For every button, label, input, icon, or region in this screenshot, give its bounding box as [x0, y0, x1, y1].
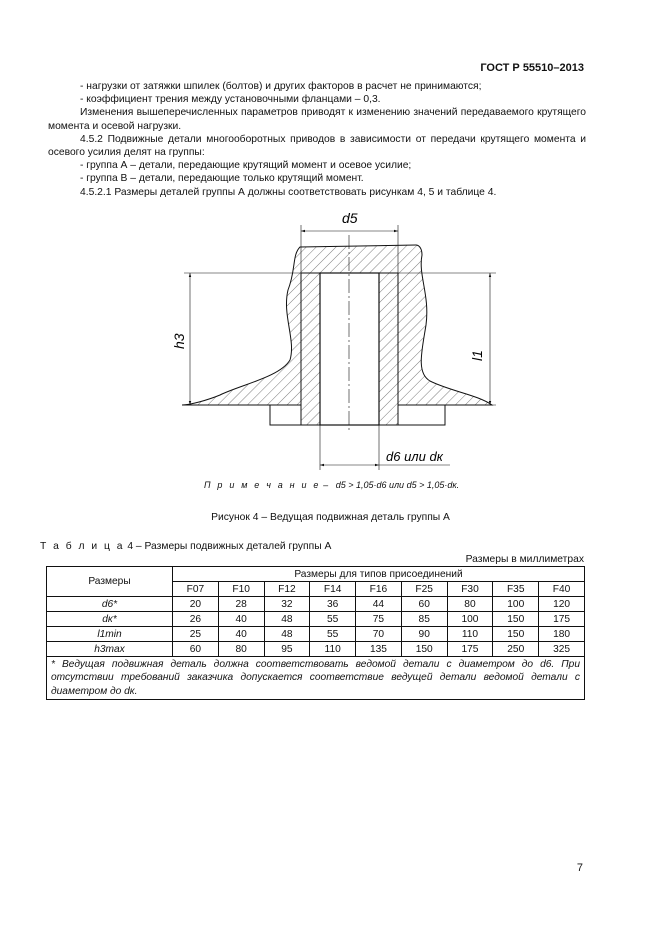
type-cell: F10 — [218, 582, 264, 597]
table-cell: 150 — [493, 627, 539, 642]
table-cell: 90 — [401, 627, 447, 642]
figure-caption: Рисунок 4 – Ведущая подвижная деталь группы А — [211, 512, 450, 523]
list-item-group-a: - группа А – детали, передающие крутящий момент и осевое усилие; — [80, 160, 412, 172]
dim-label-d6: d6 или dк — [386, 449, 443, 464]
table-cell: 175 — [539, 612, 585, 627]
table-row — [47, 642, 585, 657]
dim-label-l1: l1 — [469, 350, 485, 361]
table-row — [47, 612, 585, 627]
type-cell: F25 — [401, 582, 447, 597]
table-cell: 40 — [218, 627, 264, 642]
inner-bore — [320, 273, 379, 425]
table-cell: 48 — [264, 627, 310, 642]
row-label: l1min — [47, 627, 173, 642]
row-label: h3max — [47, 642, 173, 657]
dimensions-table — [46, 566, 585, 700]
paragraph-4-5-2-1: 4.5.2.1 Размеры деталей группы А должны соответствовать рисункам 4, 5 и таблице 4. — [80, 186, 497, 198]
document-code: ГОСТ Р 55510–2013 — [480, 62, 584, 74]
table-cell: 150 — [493, 612, 539, 627]
figure-note — [204, 480, 459, 490]
row-label: dк* — [47, 612, 173, 627]
table-cell: 100 — [493, 597, 539, 612]
table-cell: 28 — [218, 597, 264, 612]
table-title-prefix: Т а б л и ц а — [40, 541, 125, 552]
table-cell: 40 — [218, 612, 264, 627]
table-header-row — [47, 567, 585, 582]
table-cell: 26 — [173, 612, 219, 627]
table-cell: 250 — [493, 642, 539, 657]
table-cell: 60 — [401, 597, 447, 612]
table-cell: 100 — [447, 612, 493, 627]
table-cell: 180 — [539, 627, 585, 642]
table-cell: 80 — [218, 642, 264, 657]
table-cell: 32 — [264, 597, 310, 612]
header-types-group: Размеры для типов присоединений — [173, 567, 585, 582]
table-cell: 325 — [539, 642, 585, 657]
table-title — [40, 541, 331, 552]
table-cell: 80 — [447, 597, 493, 612]
table-cell: 70 — [356, 627, 402, 642]
table-cell: 175 — [447, 642, 493, 657]
note-label: П р и м е ч а н и е — [204, 480, 321, 490]
technical-drawing — [160, 195, 500, 480]
table-cell: 110 — [310, 642, 356, 657]
table-title-rest: 4 – Размеры подвижных деталей группы А — [127, 541, 332, 552]
dim-label-h3: h3 — [171, 333, 187, 349]
type-cell: F35 — [493, 582, 539, 597]
type-cell: F07 — [173, 582, 219, 597]
table-cell: 25 — [173, 627, 219, 642]
table-cell: 44 — [356, 597, 402, 612]
type-cell: F40 — [539, 582, 585, 597]
header-dimensions: Размеры — [47, 567, 173, 597]
type-cell: F14 — [310, 582, 356, 597]
table-units: Размеры в миллиметрах — [465, 554, 584, 565]
table-footnote: * Ведущая подвижная деталь должна соответствовать ведомой детали с диаметром до d6. При отсутствии требований заказчика допускается соответствие ведущей детали ведомой детали с диаметром до dк. — [47, 657, 585, 700]
list-item-group-b: - группа В – детали, передающие только крутящий момент. — [80, 173, 364, 185]
paragraph-4-5-2: 4.5.2 Подвижные детали многооборотных приводов в зависимости от передачи крутящего момента и осевого усилия делят на группы: — [48, 133, 586, 159]
table-cell: 85 — [401, 612, 447, 627]
table-cell: 150 — [401, 642, 447, 657]
table-cell: 60 — [173, 642, 219, 657]
dim-label-d5: d5 — [342, 210, 358, 226]
table-row — [47, 597, 585, 612]
paragraph-changes: Изменения вышеперечисленных параметров приводят к изменению значений передаваемого крутящего момента и осевой нагрузки. — [48, 107, 586, 132]
list-item-friction: - коэффициент трения между установочными фланцами – 0,3. — [80, 94, 381, 106]
table-cell: 135 — [356, 642, 402, 657]
table-cell: 36 — [310, 597, 356, 612]
table-cell: 120 — [539, 597, 585, 612]
note-dash: – — [323, 480, 329, 490]
table-cell: 55 — [310, 612, 356, 627]
table-cell: 55 — [310, 627, 356, 642]
table-cell: 95 — [264, 642, 310, 657]
body-text — [48, 80, 586, 199]
type-cell: F30 — [447, 582, 493, 597]
note-text: d5 > 1,05·d6 или d5 > 1,05·dк. — [335, 480, 460, 490]
table-cell: 75 — [356, 612, 402, 627]
row-label: d6* — [47, 597, 173, 612]
sleeve-wall-right — [379, 273, 398, 425]
list-item-load: - нагрузки от затяжки шпилек (болтов) и других факторов в расчет не принимаются; — [80, 81, 482, 92]
page-number: 7 — [576, 862, 583, 874]
table-cell: 48 — [264, 612, 310, 627]
sleeve-wall-left — [301, 273, 320, 425]
type-cell: F16 — [356, 582, 402, 597]
table-row — [47, 627, 585, 642]
type-cell: F12 — [264, 582, 310, 597]
table-cell: 20 — [173, 597, 219, 612]
table-footnote-row — [47, 657, 585, 700]
table-cell: 110 — [447, 627, 493, 642]
